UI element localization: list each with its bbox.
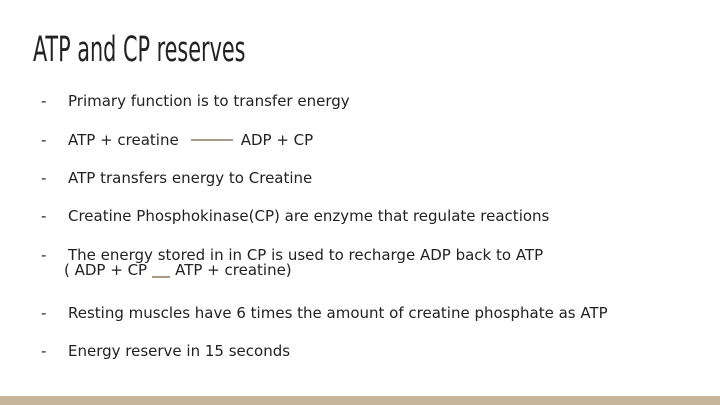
reaction-equation (64, 262, 292, 279)
reaction-products: ADP + CP (240, 131, 314, 149)
reaction-reactants: ( ADP + CP (64, 261, 148, 279)
bullet-marker: - (41, 246, 47, 264)
bullet-text: Primary function is to transfer energy (68, 92, 350, 110)
reaction-reactants: ATP + creatine (68, 131, 179, 149)
bullet-marker: - (41, 207, 47, 225)
slide-title: ATP and CP reserves (33, 30, 246, 70)
bullet-text: The energy stored in in CP is used to recharge ADP back to ATP (68, 246, 544, 264)
bullet-marker: - (41, 342, 47, 360)
bullet-text: Creatine Phosphokinase(CP) are enzyme that regulate reactions (68, 207, 550, 225)
reaction-arrow-icon (152, 276, 170, 278)
bullet-marker: - (41, 304, 47, 322)
bullet-text: Energy reserve in 15 seconds (68, 342, 291, 360)
bullet-text: ATP transfers energy to Creatine (68, 169, 313, 187)
bullet-marker: - (41, 131, 47, 149)
bullet-marker: - (41, 92, 47, 110)
reaction-products: ATP + creatine) (175, 261, 292, 279)
bullet-marker: - (41, 169, 47, 187)
reaction-equation (68, 132, 313, 149)
bullet-item (0, 247, 700, 283)
bullet-text: Resting muscles have 6 times the amount of creatine phosphate as ATP (68, 304, 608, 322)
footer-accent-bar (0, 396, 720, 405)
reaction-arrow-icon (191, 139, 233, 141)
